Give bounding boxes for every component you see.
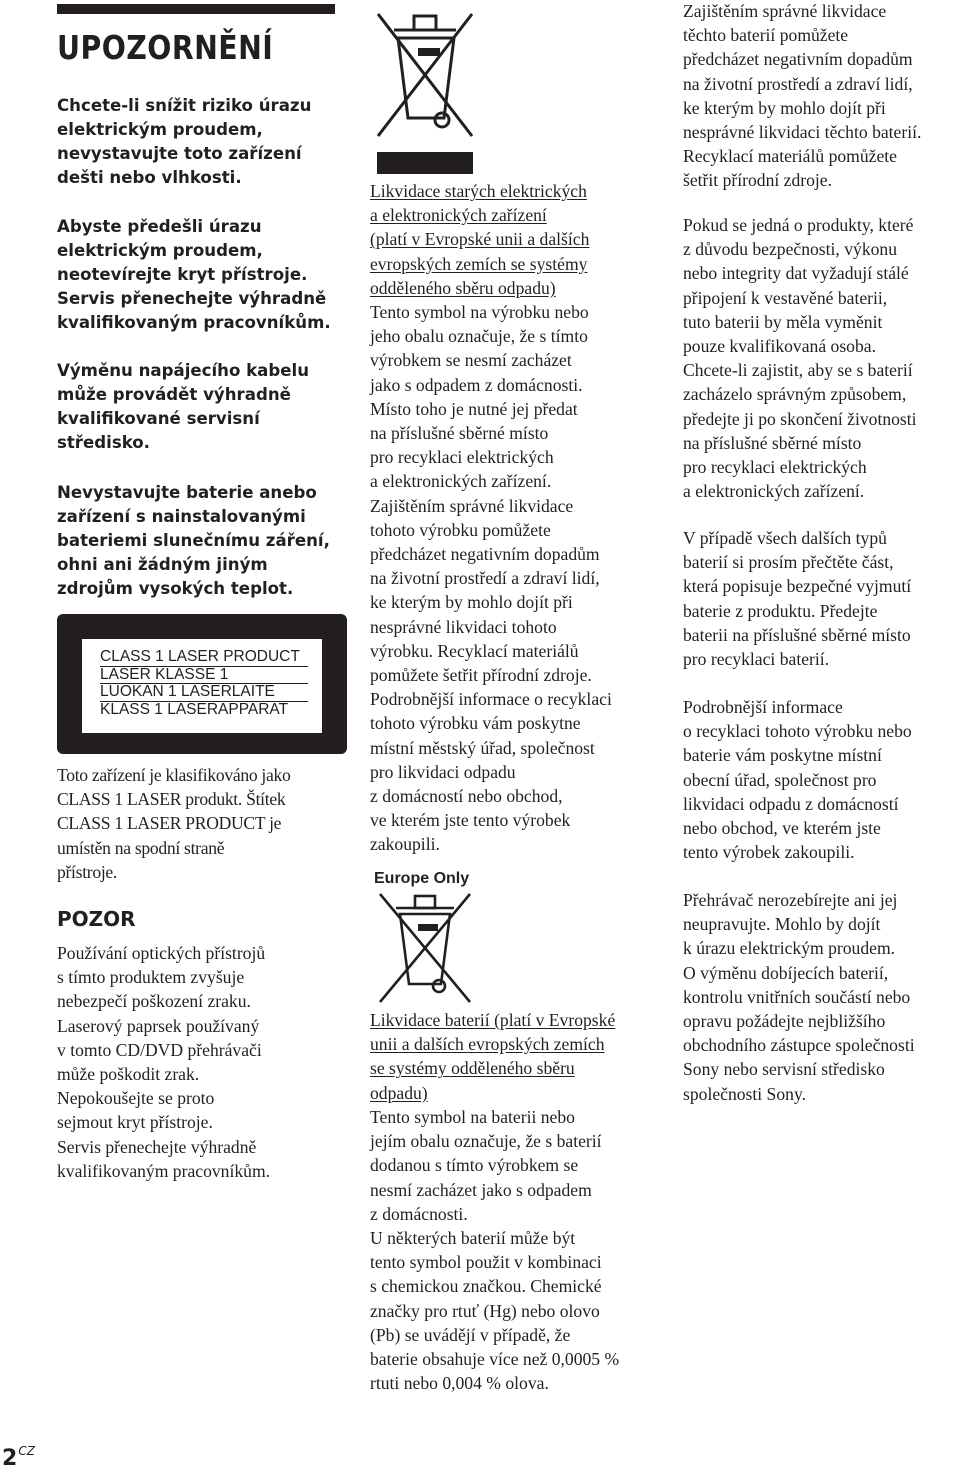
battery-heading: Likvidace baterií (platí v Evropské unii a dalších evropských zemích se systémy odděleného sběru odpadu) [370,1010,616,1103]
laser-label-line: LASER KLASSE 1 [100,666,229,683]
caution-heading: POZOR [57,907,136,931]
warning-power-cable: Výměnu napájecího kabelu může provádět výhradně kvalifikované servisní středisko. [57,361,310,452]
weee-body: Tento symbol na výrobku nebo jeho obalu označuje, že s tímto výrobkem se nesmí zacházet jako s odpadem z domácnosti. Místo toho je nutné jej předat na příslušné sběrné místo pro recyklaci elektrických a elektronických zařízení. Zajištěním správné likvidace tohoto výrobku pomůžete předcházet negativním dopadům na životní prostředí a zdraví lidí, ke kterým by mohlo dojít při nesprávné likvidaci tohoto výrobku. Recyklací materiálů pomůžete šetřit přírodní zdroje. Podrobnější informace o recyklaci tohoto výrobku vám poskytne místní městský úřad, společnost pro likvidaci odpadu z domácností nebo obchod, ve kterém jste tento výrobek zakoupili. [370,302,612,855]
laser-product-label [57,614,347,754]
crossed-out-wheelie-bin-icon [370,8,480,146]
laser-label-inner [82,639,322,733]
warning-moisture: Chcete-li snížit riziko úrazu elektrickým proudem, nevystavujte toto zařízení dešti nebo vlhkosti. [57,96,312,187]
language-code: CZ [18,1444,35,1458]
battery-body: Tento symbol na baterii nebo jejím obalu označuje, že s baterií dodanou s tímto výrobkem se nesmí zacházet jako s odpadem z domácnosti. U některých baterií může být tento symbol použit v kombinaci s chemickou značkou. Chemické značky pro rtuť (Hg) nebo olovo (Pb) se uvádějí v případě, že baterie obsahuje více než 0,0005 % rtuti nebo 0,004 % olova. [370,1107,620,1394]
laser-label-line: LUOKAN 1 LASERLAITE [100,683,275,700]
top-rule [57,4,335,14]
laser-label-line: KLASS 1 LASERAPPARAT [100,701,289,718]
laser-label-line: CLASS 1 LASER PRODUCT [100,648,300,665]
europe-only-label: Europe Only [374,870,470,887]
built-in-battery-paragraph: Pokud se jedná o produkty, které z důvodu bezpečnosti, výkonu nebo integrity dat vyžadují stálé připojení k vestavěné baterii, tuto baterii by měla vyměnit pouze kvalifikovaná osoba. Chcete-li zajistit, aby se s baterií zacházelo správným způsobem, předejte ji po skončení životnosti na příslušné sběrné místo pro recyklaci elektrických a elektronických zařízení. [683,215,917,502]
caution-text: Používání optických přístrojů s tímto produktem zvyšuje nebezpečí poškození zraku. Laserový paprsek používaný v tomto CD/DVD přehrávači může poškodit zrak. Nepokoušejte se proto sejmout kryt přístroje. Servis přenechejte výhradně kvalifikovaným pracovníkům. [57,943,271,1181]
warning-open-cover: Abyste předešli úrazu elektrickým proudem, neotevírejte kryt přístroje. Servis přenechejte výhradně kvalifikovaným pracovníkům. [57,217,331,332]
page-number [2,1436,35,1474]
more-information-paragraph: Podrobnější informace o recyklaci tohoto výrobku nebo baterie vám poskytne místní obecní úřad, společnost pro likvidaci odpadu z domácností nebo obchod, ve kterém jste tento výrobek zakoupili. [683,697,912,863]
crossed-out-wheelie-bin-icon [370,890,480,1008]
page-number-value: 2 [2,1446,18,1471]
laser-class-text: Toto zařízení je klasifikováno jako CLASS 1 LASER produkt. Štítek CLASS 1 LASER PRODUCT je umístěn na spodní straně přístroje. [57,765,291,882]
weee-heading: Likvidace starých elektrických a elektronických zařízení (platí v Evropské unii a dalších evropských zemích se systémy odděleného sběru odpadu) [370,181,590,298]
weee-underbar [377,152,473,174]
do-not-disassemble-paragraph: Přehrávač nerozebírejte ani jej neupravujte. Mohlo by dojít k úrazu elektrickým proudem. O výměnu dobíjecích baterií, kontrolu vnitřních součástí nebo opravu požádejte nejbližšího obchodního zástupce společnosti Sony nebo servisní středisko společnosti Sony. [683,890,915,1104]
page-title: UPOZORNĚNÍ [57,28,274,67]
warning-battery-heat: Nevystavujte baterie anebo zařízení s nainstalovanými bateriemi slunečnímu záření, ohni ani žádným jiným zdrojům vysokých teplot. [57,483,330,598]
battery-recycling-paragraph: Zajištěním správné likvidace těchto baterií pomůžete předcházet negativním dopadům na životní prostředí a zdraví lidí, ke kterým by mohlo dojít při nesprávné likvidaci těchto baterií. Recyklací materiálů pomůžete šetřit přírodní zdroje. [683,1,922,191]
other-batteries-paragraph: V případě všech dalších typů baterií si prosím přečtěte část, která popisuje bezpečné vyjmutí baterie z produktu. Předejte baterii na příslušné sběrné místo pro recyklaci baterií. [683,528,912,670]
